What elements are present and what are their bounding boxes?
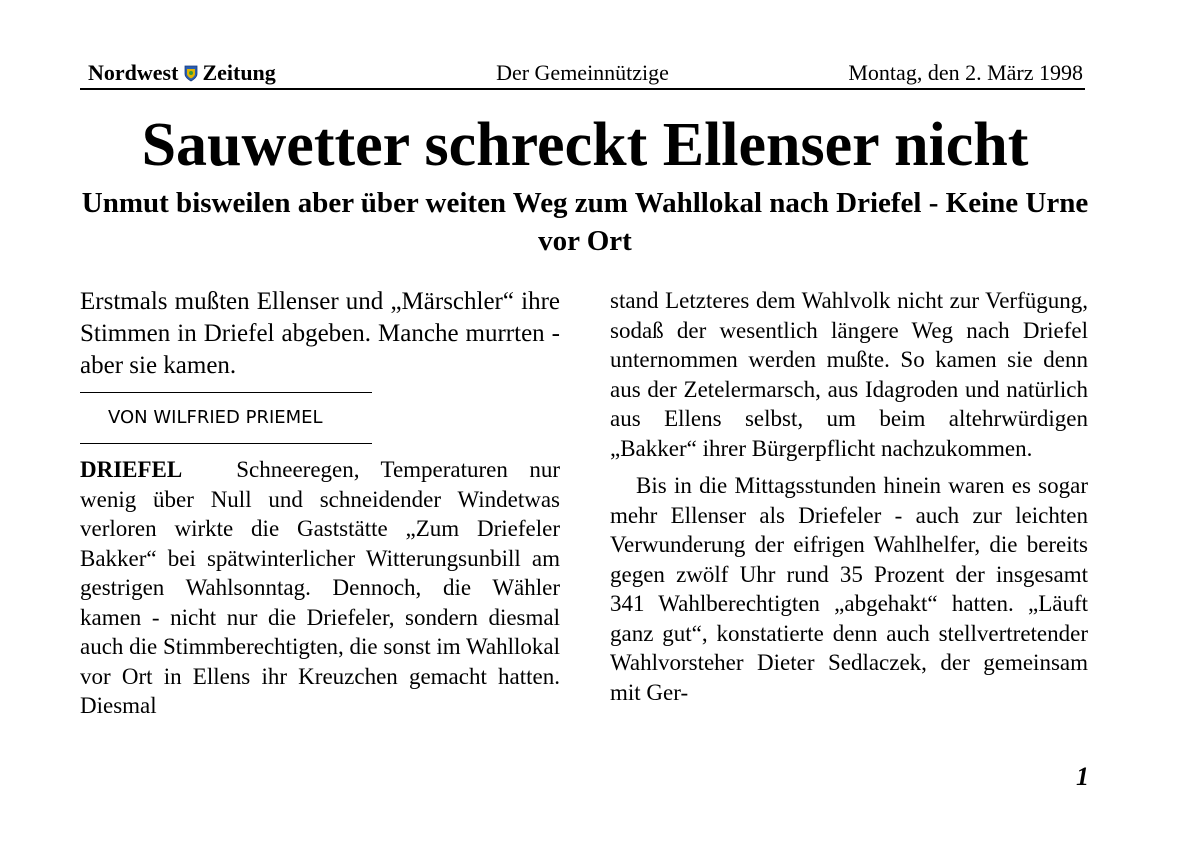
lead-paragraph: Erstmals mußten Ellenser und „Märschler“ ihre Stimmen in Driefel abgeben. Manche murrten - aber sie kamen. (80, 288, 560, 379)
issue-date: Montag, den 2. März 1998 (848, 60, 1083, 85)
body-left-column (80, 455, 560, 721)
newspaper-brand (88, 60, 276, 86)
brand-right: Zeitung (202, 60, 276, 85)
masthead (80, 58, 1085, 90)
body-paragraph-1-continued: stand Letzteres dem Wahlvolk nicht zur Verfügung, sodaß der wesentlich längere Weg nach Driefel unternommen werden mußte. So kamen sie denn aus der Zetelermarsch, aus Idagroden und natürlich aus Ellens selbst, um beim altehrwürdigen „Bakker“ ihrer Bürgerpflicht nachzukommen. (610, 288, 1088, 461)
body-paragraph-2: Bis in die Mittagsstunden hinein waren es sogar mehr Ellenser als Driefeler - auch zur leichten Verwunderung der eifrigen Wahlhelfer, die bereits gegen zwölf Uhr rund 35 Prozent der insgesamt 341 Wahlberechtigten „abgehakt“ hatten. „Läuft ganz gut“, konstatierte denn auch stellvertretender Wahlvorsteher Dieter Sedlaczek, der gemeinsam mit Ger- (610, 473, 1088, 705)
body-paragraph-1 (80, 455, 560, 721)
brand-left: Nordwest (88, 60, 179, 85)
left-column (80, 286, 560, 382)
headline: Sauwetter schreckt Ellenser nicht (141, 111, 1029, 179)
body-paragraph-1-text: Schneeregen, Temperaturen nur wenig über Null und schneidender Windetwas verloren wirkte die Gaststätte „Zum Driefeler Bakker“ bei spätwinterlicher Witterungsunbill am gestrigen Wahlsonntag. Dennoch, die Wähler kamen - nicht nur die Driefeler, sondern diesmal auch die Stimmberechtigten, die sonst im Wahllokal vor Ort in Ellens ihr Kreuzchen gemacht hatten. Diesmal (80, 457, 560, 718)
right-column (610, 286, 1088, 707)
subheadline: Unmut bisweilen aber über weiten Weg zum Wahllokal nach Driefel - Keine Urne vor Ort (81, 187, 1089, 257)
byline-box (80, 392, 372, 444)
page-number: 1 (1076, 762, 1089, 791)
byline: VON WILFRIED PRIEMEL (108, 407, 323, 428)
paragraph-spacer (610, 463, 1088, 471)
section-title: Der Gemeinnützige (496, 60, 669, 85)
coat-of-arms-icon (184, 65, 198, 82)
dateline-location: DRIEFEL (80, 457, 183, 482)
